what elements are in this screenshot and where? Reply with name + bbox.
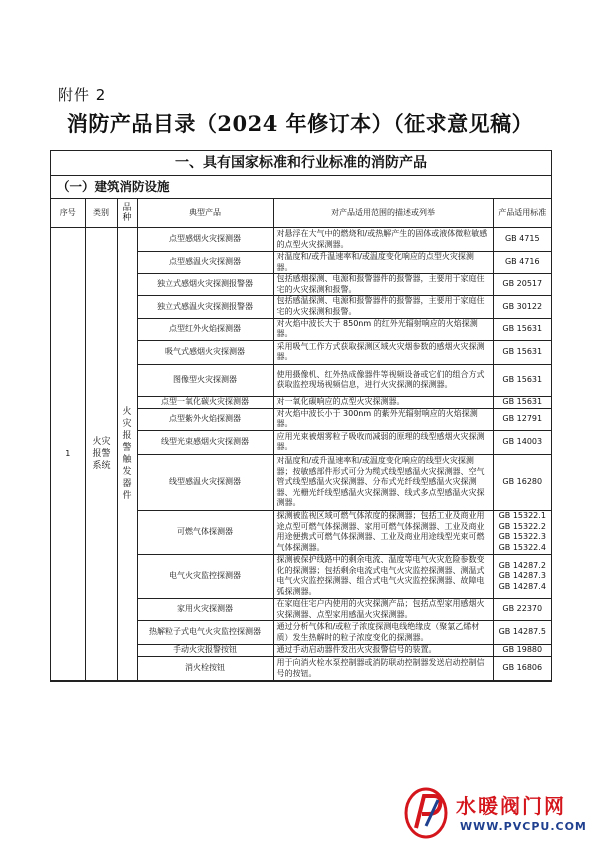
product-standard-cell: GB 15322.1 GB 15322.2 GB 15322.3 GB 15322.4 (493, 510, 551, 554)
product-name-cell: 点型一氧化碳火灾探测器 (137, 396, 273, 408)
product-name-cell: 线型光束感烟火灾探测器 (137, 430, 273, 454)
table-row (51, 228, 551, 252)
variety-label: 火灾报警触发器件 (122, 407, 132, 502)
product-name-cell: 消火栓按钮 (137, 657, 273, 681)
variety-cell (117, 228, 137, 681)
product-description-cell: 通过手动启动器件发出火灾报警信号的装置。 (273, 645, 493, 657)
product-standard-cell: GB 14287.2 GB 14287.3 GB 14287.4 (493, 554, 551, 598)
product-description-cell: 包括感温探测、电源和报警器件的报警器，主要用于家庭住宅的火灾探测和报警。 (273, 296, 493, 318)
header-seq: 序号 (51, 199, 85, 228)
header-standard: 产品适用标准 (493, 199, 551, 228)
product-name-cell: 线型感温火灾探测器 (137, 454, 273, 510)
product-description-cell: 使用摄像机、红外热成像器件等视频设备或它们的组合方式获取监控现场视频信息，进行火灾探测的探测器。 (273, 364, 493, 396)
product-standard-cell: GB 20517 (493, 274, 551, 296)
product-description-cell: 应用光束被烟雾粒子吸收而减弱的原理的线型感烟火灾探测器。 (273, 430, 493, 454)
category-cell (85, 228, 117, 681)
product-description-cell: 对悬浮在大气中的燃烧和/或热解产生的固体或液体微粒敏感的点型火灾探测器。 (273, 228, 493, 252)
product-name-cell: 图像型火灾探测器 (137, 364, 273, 396)
product-description-cell: 探测被保护线路中的剩余电流、温度等电气火灾危险参数变化的探测器；包括剩余电流式电气火灾监控探测器、测温式电气火灾监控探测器、组合式电气火灾监控探测器、故障电弧探测器。 (273, 554, 493, 598)
product-standard-cell: GB 15631 (493, 396, 551, 408)
product-standard-cell: GB 16806 (493, 657, 551, 681)
watermark-site-name: 水暖阀门网 (456, 794, 566, 818)
seq-cell: 1 (51, 228, 85, 681)
product-standard-cell: GB 15631 (493, 318, 551, 340)
product-standard-cell: GB 12791 (493, 408, 551, 430)
header-product: 典型产品 (137, 199, 273, 228)
product-standard-cell: GB 4716 (493, 252, 551, 274)
product-name-cell: 点型紫外火焰探测器 (137, 408, 273, 430)
product-name-cell: 独立式感烟火灾探测报警器 (137, 274, 273, 296)
product-standard-cell: GB 15631 (493, 364, 551, 396)
product-standard-cell: GB 19880 (493, 645, 551, 657)
product-standard-cell: GB 22370 (493, 598, 551, 620)
product-catalog-table (51, 199, 551, 681)
product-standard-cell: GB 4715 (493, 228, 551, 252)
catalog-frame (50, 150, 552, 682)
section-heading: 一、具有国家标准和行业标准的消防产品 (51, 151, 551, 176)
product-name-cell: 手动火灾报警按钮 (137, 645, 273, 657)
product-description-cell: 用于向消火栓水泵控制器或消防联动控制器发送启动控制信号的按钮。 (273, 657, 493, 681)
product-name-cell: 家用火灾探测器 (137, 598, 273, 620)
site-watermark (404, 786, 594, 840)
product-description-cell: 对温度和/或升温速率和/或温度变化响应的线型火灾探测器；按敏感部件形式可分为缆式线型感温火灾探测器、空气管式线型感温火灾探测器、分布式光纤线型感温火灾探测器、光栅光纤线型感温火灾探测器、线式多点型感温火灾探测器。 (273, 454, 493, 510)
product-description-cell: 通过分析气体和/或粒子浓度探测电线绝缘皮（聚氯乙烯材质）发生热解时的粒子浓度变化的探测器。 (273, 621, 493, 645)
product-standard-cell: GB 30122 (493, 296, 551, 318)
pv-logo-icon (404, 786, 448, 840)
product-standard-cell: GB 14287.5 (493, 621, 551, 645)
product-standard-cell: GB 15631 (493, 340, 551, 364)
category-label: 火灾报警系统 (92, 437, 111, 472)
table-body (51, 228, 551, 681)
product-description-cell: 探测被监视区域可燃气体浓度的探测器；包括工业及商业用途点型可燃气体探测器、家用可燃气体探测器、工业及商业用途便携式可燃气体探测器、工业及商业用途线型光束可燃气体探测器。 (273, 510, 493, 554)
header-category: 类别 (85, 199, 117, 228)
product-name-cell: 可燃气体探测器 (137, 510, 273, 554)
product-name-cell: 电气火灾监控探测器 (137, 554, 273, 598)
product-name-cell: 独立式感温火灾探测报警器 (137, 296, 273, 318)
product-description-cell: 采用吸气工作方式获取探测区域火灾烟参数的感烟火灾探测器。 (273, 340, 493, 364)
product-description-cell: 对温度和/或升温速率和/或温度变化响应的点型火灾探测器。 (273, 252, 493, 274)
watermark-site-url: WWW.PVCPU.COM (460, 820, 587, 833)
header-description: 对产品适用范围的描述或列举 (273, 199, 493, 228)
product-description-cell: 在家庭住宅户内使用的火灾探测产品；包括点型家用感烟火灾探测器、点型家用感温火灾探测器。 (273, 598, 493, 620)
product-standard-cell: GB 14003 (493, 430, 551, 454)
product-description-cell: 对一氧化碳响应的点型火灾探测器。 (273, 396, 493, 408)
product-name-cell: 点型感温火灾探测器 (137, 252, 273, 274)
product-name-cell: 热解粒子式电气火灾监控探测器 (137, 621, 273, 645)
product-description-cell: 对火焰中波长小于 300nm 的紫外光辐射响应的火焰探测器。 (273, 408, 493, 430)
product-name-cell: 吸气式感烟火灾探测器 (137, 340, 273, 364)
document-title: 消防产品目录（2024 年修订本）（征求意见稿） (66, 111, 534, 136)
table-header-row (51, 199, 551, 228)
product-description-cell: 对火焰中波长大于 850nm 的红外光辐射响应的火焰探测器。 (273, 318, 493, 340)
product-name-cell: 点型感烟火灾探测器 (137, 228, 273, 252)
product-standard-cell: GB 16280 (493, 454, 551, 510)
subsection-heading: （一）建筑消防设施 (51, 176, 551, 199)
product-description-cell: 包括感烟探测、电源和报警器件的报警器，主要用于家庭住宅的火灾探测和报警。 (273, 274, 493, 296)
header-variety: 品种 (117, 199, 137, 228)
product-name-cell: 点型红外火焰探测器 (137, 318, 273, 340)
attachment-label: 附件 2 (58, 86, 107, 104)
